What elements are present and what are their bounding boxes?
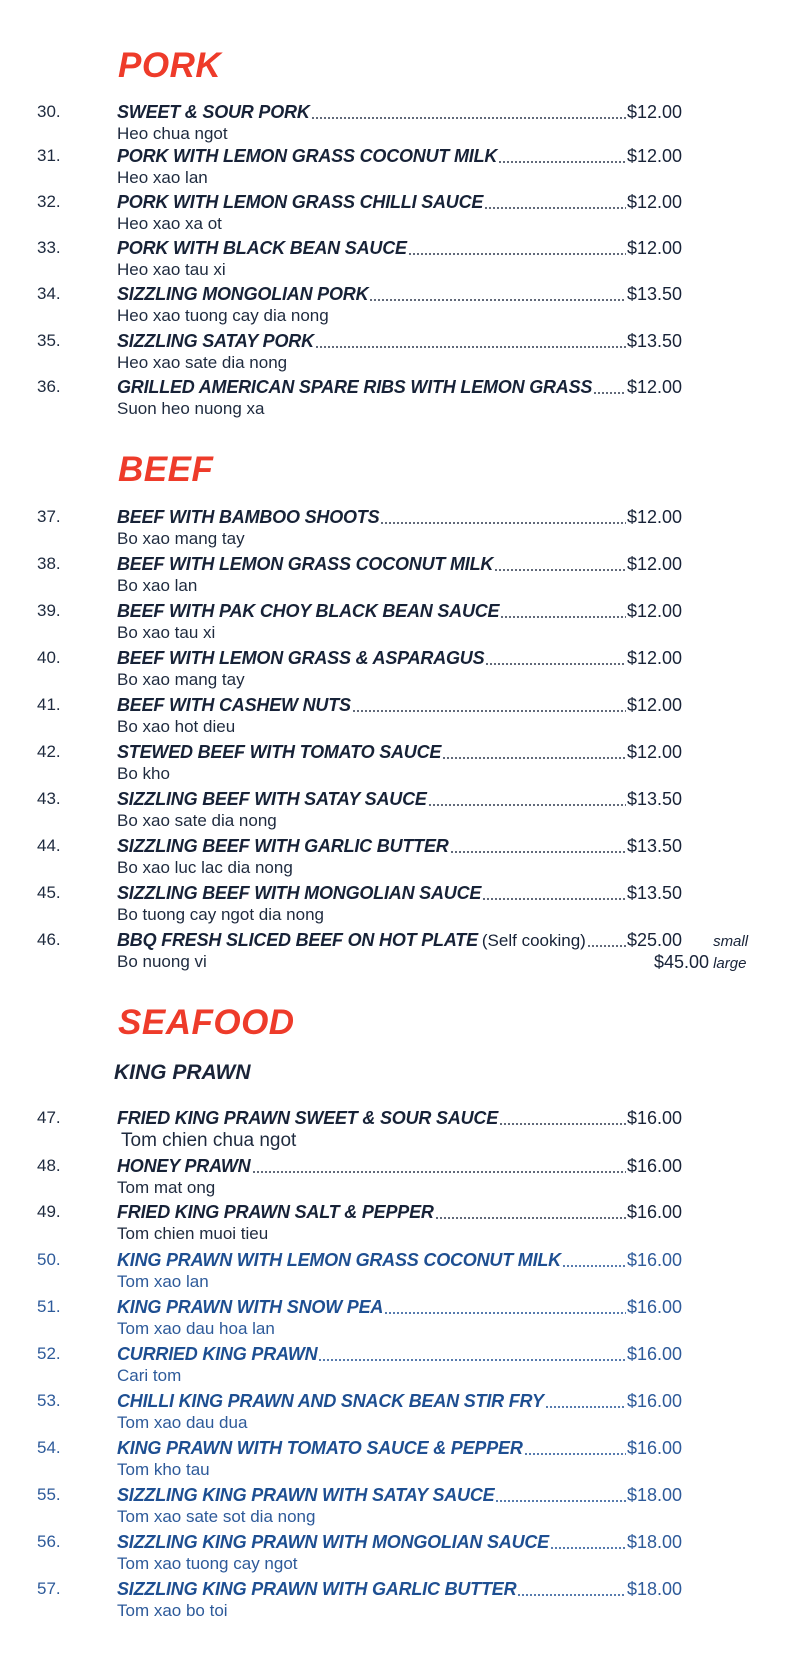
item-vietnamese-name: Bo kho	[117, 764, 170, 783]
item-vietnamese-name: Bo tuong cay ngot dia nong	[117, 905, 324, 924]
item-line	[117, 1485, 682, 1506]
item-line	[117, 1438, 682, 1459]
dot-leader	[384, 1312, 626, 1314]
item-line	[117, 331, 682, 352]
item-price: $12.00	[626, 601, 682, 621]
item-number: 43.	[37, 789, 61, 808]
dot-leader	[517, 1594, 626, 1596]
item-number: 33.	[37, 238, 61, 257]
menu-item	[0, 742, 788, 788]
dot-leader	[524, 1453, 626, 1455]
menu-item	[0, 1250, 788, 1296]
item-vietnamese-name: Cari tom	[117, 1366, 182, 1385]
item-name: SIZZLING BEEF WITH MONGOLIAN SAUCE	[117, 883, 482, 903]
menu-item	[0, 192, 788, 238]
dot-leader	[318, 1359, 626, 1361]
item-number: 37.	[37, 507, 61, 526]
item-price: $18.00	[626, 1485, 682, 1505]
item-number: 56.	[37, 1532, 61, 1551]
item-vietnamese-name: Tom xao dau dua	[117, 1413, 248, 1432]
section-title-pork: PORK	[118, 46, 222, 85]
item-price: $16.00	[626, 1250, 682, 1270]
menu-item	[0, 554, 788, 600]
item-price-large: $45.00 large	[654, 952, 747, 972]
item-number: 46.	[37, 930, 61, 949]
item-line	[117, 377, 682, 398]
item-line	[117, 284, 682, 305]
dot-leader	[500, 616, 626, 618]
dot-leader	[485, 663, 626, 665]
item-price: $12.00	[626, 377, 682, 397]
item-name: CHILLI KING PRAWN AND SNACK BEAN STIR FRY	[117, 1391, 544, 1411]
dot-leader	[435, 1217, 626, 1219]
item-number: 38.	[37, 554, 61, 573]
item-price: $16.00	[626, 1108, 682, 1128]
item-vietnamese-name: Bo xao sate dia nong	[117, 811, 277, 830]
menu-item	[0, 1391, 788, 1437]
item-vietnamese-name: Bo nuong vi	[117, 952, 207, 971]
item-name: KING PRAWN WITH TOMATO SAUCE & PEPPER	[117, 1438, 523, 1458]
item-vietnamese-name: Heo xao tau xi	[117, 260, 226, 279]
dot-leader	[587, 945, 626, 947]
menu-item	[0, 1485, 788, 1531]
item-vietnamese-name: Bo xao hot dieu	[117, 717, 236, 736]
menu-item	[0, 331, 788, 377]
item-vietnamese-name: Suon heo nuong xa	[117, 399, 265, 418]
menu-item	[0, 1156, 788, 1202]
item-line	[117, 1391, 682, 1412]
item-price: $13.50	[626, 331, 682, 351]
menu-item	[0, 377, 788, 423]
menu-item	[0, 1438, 788, 1484]
item-vietnamese-name: Tom mat ong	[117, 1178, 216, 1197]
item-number: 39.	[37, 601, 61, 620]
item-number: 34.	[37, 284, 61, 303]
item-line	[117, 554, 682, 575]
item-vietnamese-name: Bo xao mang tay	[117, 670, 245, 689]
menu-item	[0, 836, 788, 882]
item-line	[117, 1108, 682, 1129]
item-price: $12.00	[626, 695, 682, 715]
item-price: $16.00	[626, 1344, 682, 1364]
item-price: $16.00	[626, 1438, 682, 1458]
item-number: 42.	[37, 742, 61, 761]
item-line	[117, 1156, 682, 1177]
item-price: $12.00	[626, 102, 682, 122]
item-line	[117, 192, 682, 213]
item-line	[117, 648, 682, 669]
item-line	[117, 1344, 682, 1365]
dot-leader	[494, 569, 626, 571]
item-number: 36.	[37, 377, 61, 396]
dot-leader	[498, 161, 626, 163]
item-vietnamese-name: Tom xao tuong cay ngot	[117, 1554, 298, 1573]
menu-item	[0, 507, 788, 553]
menu-item	[0, 1579, 788, 1625]
item-number: 55.	[37, 1485, 61, 1504]
item-number: 44.	[37, 836, 61, 855]
dot-leader	[252, 1171, 626, 1173]
menu-item	[0, 695, 788, 741]
item-name: SIZZLING KING PRAWN WITH GARLIC BUTTER	[117, 1579, 517, 1599]
menu-item	[0, 1532, 788, 1578]
item-name: SIZZLING BEEF WITH GARLIC BUTTER	[117, 836, 449, 856]
item-vietnamese-name: Bo xao mang tay	[117, 529, 245, 548]
item-line	[117, 1202, 682, 1223]
item-name: CURRIED KING PRAWN	[117, 1344, 318, 1364]
item-name: BEEF WITH PAK CHOY BLACK BEAN SAUCE	[117, 601, 500, 621]
menu-item	[0, 789, 788, 835]
menu-item	[0, 1344, 788, 1390]
item-name: KING PRAWN WITH LEMON GRASS COCONUT MILK	[117, 1250, 561, 1270]
menu-item	[0, 146, 788, 192]
item-vietnamese-name: Heo chua ngot	[117, 124, 228, 143]
section-title-beef: BEEF	[118, 450, 214, 489]
item-name: SIZZLING KING PRAWN WITH MONGOLIAN SAUCE	[117, 1532, 549, 1552]
menu-item	[0, 1108, 788, 1154]
item-name: SIZZLING MONGOLIAN PORK	[117, 284, 369, 304]
item-name: BEEF WITH LEMON GRASS & ASPARAGUS	[117, 648, 485, 668]
item-price: $13.50	[626, 789, 682, 809]
dot-leader	[380, 522, 626, 524]
item-line	[117, 1250, 682, 1271]
item-vietnamese-name: Heo xao lan	[117, 168, 208, 187]
item-number: 35.	[37, 331, 61, 350]
item-price: $12.00	[626, 742, 682, 762]
item-name: SIZZLING KING PRAWN WITH SATAY SAUCE	[117, 1485, 495, 1505]
dot-leader	[550, 1547, 626, 1549]
dot-leader	[499, 1123, 626, 1125]
size-label-small: small	[713, 933, 749, 950]
item-name: PORK WITH LEMON GRASS COCONUT MILK	[117, 146, 498, 166]
subsection-title-king-prawn: KING PRAWN	[114, 1061, 251, 1084]
item-price: $13.50	[626, 836, 682, 856]
item-price: $25.00	[626, 930, 682, 950]
menu-item	[0, 648, 788, 694]
item-vietnamese-name: Tom kho tau	[117, 1460, 210, 1479]
item-line	[117, 146, 682, 167]
item-number: 52.	[37, 1344, 61, 1363]
dot-leader	[315, 346, 626, 348]
item-name: SIZZLING SATAY PORK	[117, 331, 314, 351]
menu-item	[0, 238, 788, 284]
item-vietnamese-name: Tom chien chua ngot	[121, 1130, 297, 1151]
item-line	[117, 238, 682, 259]
item-price: $18.00	[626, 1579, 682, 1599]
item-price: $12.00	[626, 648, 682, 668]
item-number: 49.	[37, 1202, 61, 1221]
item-name: HONEY PRAWN	[117, 1156, 251, 1176]
item-line	[117, 695, 682, 716]
item-line	[117, 883, 682, 904]
item-price: $18.00	[626, 1532, 682, 1552]
item-number: 47.	[37, 1108, 61, 1127]
menu-item	[0, 102, 788, 148]
item-vietnamese-name: Tom chien muoi tieu	[117, 1224, 269, 1243]
item-price: $12.00	[626, 238, 682, 258]
item-line	[117, 789, 682, 810]
item-name: BBQ FRESH SLICED BEEF ON HOT PLATE	[117, 930, 478, 950]
menu-item	[0, 883, 788, 929]
item-vietnamese-name: Tom xao bo toi	[117, 1601, 228, 1620]
dot-leader	[484, 207, 626, 209]
item-price: $13.50	[626, 284, 682, 304]
item-name: GRILLED AMERICAN SPARE RIBS WITH LEMON GRASS	[117, 377, 593, 397]
item-line	[117, 1532, 682, 1553]
item-number: 40.	[37, 648, 61, 667]
item-name: SIZZLING BEEF WITH SATAY SAUCE	[117, 789, 427, 809]
item-line	[117, 601, 682, 622]
item-name: KING PRAWN WITH SNOW PEA	[117, 1297, 384, 1317]
dot-leader	[369, 299, 626, 301]
dot-leader	[428, 804, 626, 806]
dot-leader	[408, 253, 626, 255]
item-vietnamese-name: Tom xao dau hoa lan	[117, 1319, 275, 1338]
item-name: STEWED BEEF WITH TOMATO SAUCE	[117, 742, 442, 762]
item-price: $13.50	[626, 883, 682, 903]
item-name: BEEF WITH CASHEW NUTS	[117, 695, 351, 715]
dot-leader	[545, 1406, 626, 1408]
dot-leader	[442, 757, 626, 759]
item-price: $12.00	[626, 507, 682, 527]
item-line	[117, 1579, 682, 1600]
item-number: 57.	[37, 1579, 61, 1598]
menu-item	[0, 601, 788, 647]
item-price: $12.00	[626, 146, 682, 166]
item-note: (Self cooking)	[481, 931, 586, 950]
item-price: $16.00	[626, 1297, 682, 1317]
item-vietnamese-name: Tom xao lan	[117, 1272, 209, 1291]
item-number: 51.	[37, 1297, 61, 1316]
dot-leader	[482, 898, 626, 900]
item-vietnamese-name: Bo xao lan	[117, 576, 198, 595]
dot-leader	[562, 1265, 626, 1267]
dot-leader	[495, 1500, 625, 1502]
item-price: $16.00	[626, 1391, 682, 1411]
item-price: $12.00	[626, 192, 682, 212]
item-line	[117, 507, 682, 528]
item-number: 31.	[37, 146, 61, 165]
item-vietnamese-name: Tom xao sate sot dia nong	[117, 1507, 316, 1526]
dot-leader	[352, 710, 626, 712]
menu-item	[0, 284, 788, 330]
item-vietnamese-name: Heo xao xa ot	[117, 214, 222, 233]
item-line	[117, 836, 682, 857]
item-price: $12.00	[626, 554, 682, 574]
item-number: 54.	[37, 1438, 61, 1457]
item-name: FRIED KING PRAWN SWEET & SOUR SAUCE	[117, 1108, 499, 1128]
item-number: 45.	[37, 883, 61, 902]
item-vietnamese-name: Bo xao tau xi	[117, 623, 216, 642]
item-number: 48.	[37, 1156, 61, 1175]
menu-item	[0, 1202, 788, 1248]
menu-item	[0, 1297, 788, 1343]
item-vietnamese-name: Heo xao tuong cay dia nong	[117, 306, 329, 325]
item-number: 41.	[37, 695, 61, 714]
item-name: FRIED KING PRAWN SALT & PEPPER	[117, 1202, 434, 1222]
section-title-seafood: SEAFOOD	[118, 1003, 295, 1042]
menu-item	[0, 930, 788, 976]
item-line	[117, 930, 682, 951]
dot-leader	[311, 117, 626, 119]
item-price: $16.00	[626, 1156, 682, 1176]
dot-leader	[593, 392, 626, 394]
dot-leader	[450, 851, 626, 853]
item-line	[117, 742, 682, 763]
item-name: SWEET & SOUR PORK	[117, 102, 310, 122]
item-name: PORK WITH LEMON GRASS CHILLI SAUCE	[117, 192, 484, 212]
item-vietnamese-name: Bo xao luc lac dia nong	[117, 858, 293, 877]
item-number: 30.	[37, 102, 61, 121]
item-number: 32.	[37, 192, 61, 211]
item-name: BEEF WITH LEMON GRASS COCONUT MILK	[117, 554, 494, 574]
item-number: 50.	[37, 1250, 61, 1269]
item-number: 53.	[37, 1391, 61, 1410]
item-line	[117, 1297, 682, 1318]
item-vietnamese-name: Heo xao sate dia nong	[117, 353, 288, 372]
item-line	[117, 102, 682, 123]
item-name: BEEF WITH BAMBOO SHOOTS	[117, 507, 380, 527]
item-name: PORK WITH BLACK BEAN SAUCE	[117, 238, 407, 258]
item-price: $16.00	[626, 1202, 682, 1222]
